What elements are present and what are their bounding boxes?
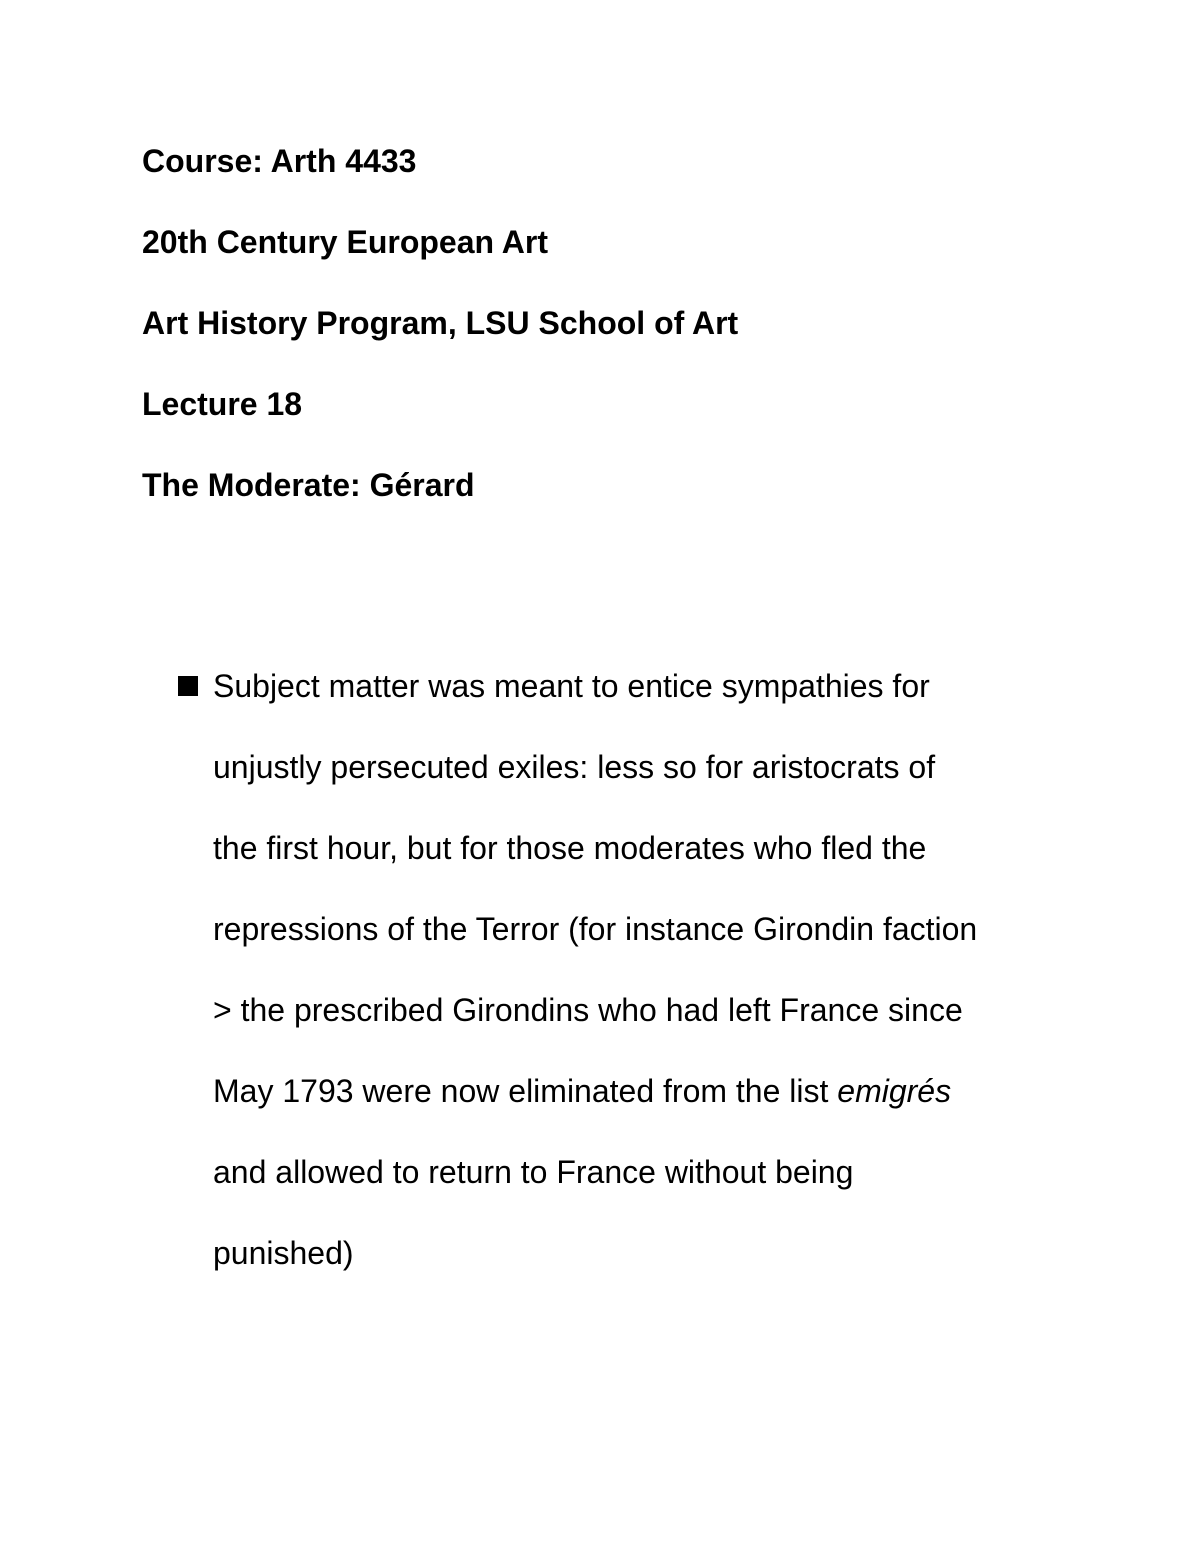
bullet-text-line: unjustly persecuted exiles: less so for aristocrats of [213,749,936,785]
bullet-text-line: the first hour, but for those moderates who fled the [213,830,927,866]
program-heading: Art History Program, LSU School of Art [142,305,739,341]
bullet-text-line: punished) [213,1235,354,1271]
bullet-text-segment: May 1793 were now eliminated from the list [213,1073,838,1109]
lecture-number-heading: Lecture 18 [142,386,303,422]
course-title-heading: 20th Century European Art [142,224,548,260]
square-bullet-icon [178,676,198,696]
bullet-text-line: Subject matter was meant to entice sympathies for [213,668,930,704]
italic-term: emigrés [837,1073,952,1109]
lecture-topic-heading: The Moderate: Gérard [142,467,475,503]
bullet-text-line [213,1071,951,1111]
bullet-text-line: and allowed to return to France without being [213,1154,854,1190]
course-code-heading: Course: Arth 4433 [142,143,417,179]
bullet-text-line: repressions of the Terror (for instance Girondin faction [213,911,978,947]
bullet-text-line: > the prescribed Girondins who had left France since [213,992,963,1028]
